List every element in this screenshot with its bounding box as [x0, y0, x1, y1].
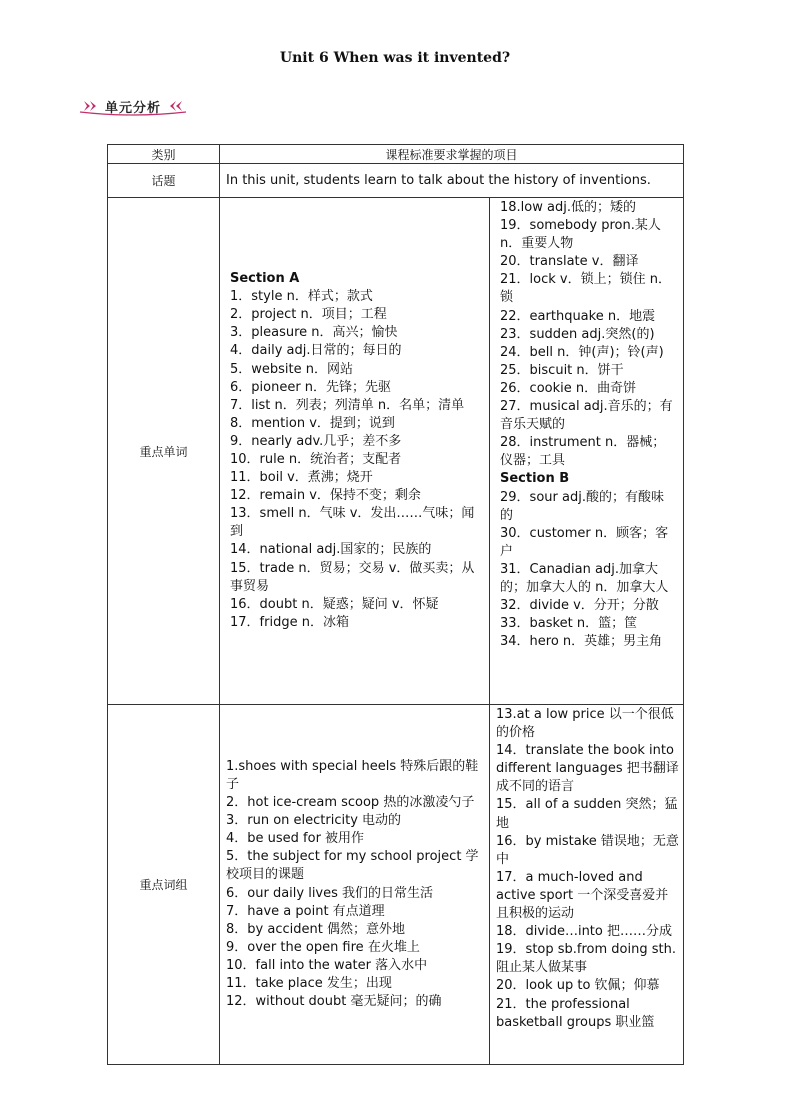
list-item: 2．hot ice-cream scoop 热的冰激凌勺子 [226, 795, 475, 811]
list-item: 5．website n．网站 [230, 361, 354, 377]
list-item: 28．instrument n．器械；仪器；工具 [500, 435, 666, 469]
list-item: 23．sudden adj.突然(的) [500, 326, 655, 342]
topic-text: In this unit, students learn to talk about the history of inventions. [220, 164, 684, 198]
list-item: 13.at a low price 以一个很低的价格 [496, 707, 674, 741]
list-item: 18.low adj.低的；矮的 [500, 200, 636, 215]
table-row-phrases [108, 705, 684, 1065]
list-item: 26．cookie n．曲奇饼 [500, 380, 637, 396]
list-item: 15．trade n．贸易；交易 v．做买卖；从事贸易 [230, 560, 475, 594]
list-item: 17．a much-loved and active sport 一个深受喜爱并且积极的运动 [496, 869, 669, 922]
list-item: 25．biscuit n．饼干 [500, 362, 624, 378]
list-item: 14．national adj.国家的；民族的 [230, 542, 432, 558]
list-item: 4．be used for 被用作 [226, 831, 365, 847]
list-item: 32．divide v．分开；分散 [500, 598, 659, 614]
header-category: 类别 [108, 145, 220, 164]
list-item: 7．list n．列表；列清单 n．名单；清单 [230, 397, 465, 413]
list-item: 1．style n．样式；款式 [230, 289, 373, 305]
list-item: 3．run on electricity 电动的 [226, 813, 402, 829]
table-row-words [108, 198, 684, 705]
list-item: 20．look up to 钦佩；仰慕 [496, 978, 660, 994]
list-item: 19．somebody pron.某人 n．重要人物 [500, 218, 661, 252]
list-item: 5．the subject for my school project 学校项目的课题 [226, 849, 479, 883]
badge-label: 单元分析 [104, 101, 161, 116]
unit-analysis-table [107, 144, 684, 1065]
section-heading: Section B [500, 471, 570, 487]
list-item: 17．fridge n．冰箱 [230, 614, 349, 630]
list-item: 4．daily adj.日常的；每日的 [230, 343, 402, 359]
list-item: 10．fall into the water 落入水中 [226, 957, 428, 973]
list-item: 30．customer n．顾客；客户 [500, 525, 669, 559]
words-list-left [226, 270, 485, 632]
words-col2-cell [220, 198, 490, 705]
list-item: 21．the professional basketball groups 职业篮 [496, 996, 655, 1030]
section-badge [76, 96, 190, 116]
list-item: 12．remain v．保持不变；剩余 [230, 488, 421, 504]
list-item: 27．musical adj.音乐的；有音乐天赋的 [500, 399, 673, 433]
list-item: 9．nearly adv.几乎；差不多 [230, 433, 402, 449]
list-item: 34．hero n．英雄；男主角 [500, 634, 663, 650]
words-list-right [496, 199, 680, 651]
list-item: 24．bell n．钟(声)；铃(声) [500, 344, 664, 360]
list-item: 10．rule n．统治者；支配者 [230, 452, 402, 467]
list-item: 14．translate the book into different languages 把书翻译成不同的语言 [496, 743, 679, 795]
list-item: 1.shoes with special heels 特殊后跟的鞋子 [226, 758, 479, 792]
list-item: 20．translate v．翻译 [500, 254, 639, 270]
list-item: 11．boil v．煮沸；烧开 [230, 470, 373, 486]
list-item: 18．divide…into 把……分成 [496, 924, 672, 940]
page-title: Unit 6 When was it invented? [279, 50, 511, 66]
list-item: 31．Canadian adj.加拿大的；加拿大人的 n．加拿大人 [500, 561, 669, 595]
phrases-list-left [226, 758, 485, 1011]
header-items: 课程标准要求掌握的项目 [220, 145, 684, 164]
list-item: 13．smell n．气味 v．发出……气味；闻到 [230, 506, 475, 540]
list-item: 16．by mistake 错误地；无意中 [496, 833, 679, 867]
phrases-col3-cell [490, 705, 684, 1065]
phrases-col2-cell [220, 705, 490, 1065]
list-item: 16．doubt n．疑惑；疑问 v．怀疑 [230, 596, 439, 612]
list-item: 6．pioneer n．先锋；先驱 [230, 379, 392, 395]
list-item: 33．basket n．篮；筐 [500, 616, 638, 632]
words-col3-cell [490, 198, 684, 705]
list-item: 11．take place 发生；出现 [226, 975, 392, 991]
list-item: 2．project n．项目；工程 [230, 307, 387, 323]
list-item: 12．without doubt 毫无疑问；的确 [226, 994, 442, 1010]
table-row-topic [108, 164, 684, 198]
list-item: 6．our daily lives 我们的日常生活 [226, 885, 434, 901]
list-item: 29．sour adj.酸的；有酸味的 [500, 489, 664, 523]
phrases-category: 重点词组 [108, 705, 220, 1065]
topic-category: 话题 [108, 164, 220, 198]
list-item: 15．all of a sudden 突然；猛地 [496, 797, 678, 831]
words-category: 重点单词 [108, 198, 220, 705]
list-item: 7．have a point 有点道理 [226, 903, 385, 919]
phrases-list-right [496, 706, 680, 1032]
list-item: 21．lock v．锁上；锁住 n．锁 [500, 272, 671, 306]
list-item: 8．by accident 偶然；意外地 [226, 921, 405, 937]
table-header-row [108, 145, 684, 164]
list-item: 19．stop sb.from doing sth.阻止某人做某事 [496, 942, 676, 976]
list-item: 22．earthquake n．地震 [500, 308, 656, 324]
list-item: 9．over the open fire 在火堆上 [226, 939, 420, 955]
section-heading: Section A [230, 271, 300, 287]
list-item: 8．mention v．提到；说到 [230, 415, 395, 431]
list-item: 3．pleasure n．高兴；愉快 [230, 325, 398, 341]
